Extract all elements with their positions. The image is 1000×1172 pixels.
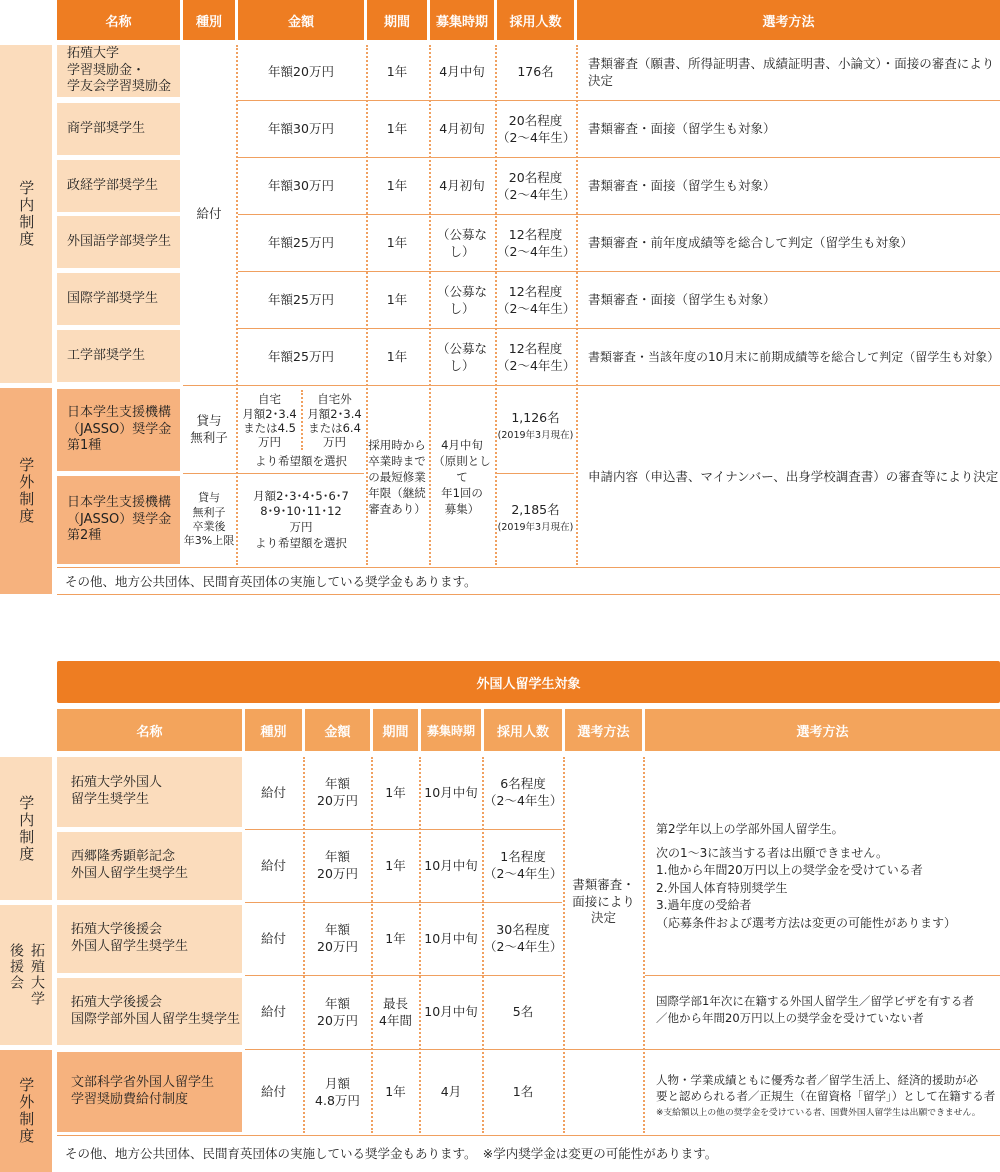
period: 1年	[385, 784, 406, 800]
type-loan: 貸与 無利子	[190, 413, 228, 445]
amount: 年額 20万円	[317, 922, 358, 954]
count: 6名程度 （2〜4年生）	[484, 776, 563, 808]
method: 書類審査・面接（留学生も対象）	[588, 121, 776, 137]
period: 1年	[386, 64, 408, 80]
row-name: 商学部奨学生	[57, 103, 180, 155]
header-time: 募集時期	[421, 709, 481, 751]
header-method: 選考方法	[565, 709, 642, 751]
row-name: 日本学生支援機構 （JASSO）奨学金 第1種	[57, 389, 180, 471]
time: （公募なし）	[436, 283, 487, 316]
row-name: 拓殖大学外国人 留学生奨学生	[57, 757, 242, 827]
row-name: 拓殖大学後援会 国際学部外国人留学生奨学生	[57, 978, 242, 1045]
amount: 年額20万円	[268, 64, 334, 80]
method: 書類審査・面接（留学生も対象）	[588, 292, 776, 308]
jasso-period: 採用時から 卒業時まで の最短修業 年限（継続 審査あり）	[368, 437, 426, 517]
count: 20名程度 （2〜4年生）	[497, 169, 576, 202]
type: 給付	[260, 1084, 286, 1100]
row-name: 文部科学省外国人留学生 学習奨励費給付制度	[57, 1052, 242, 1132]
header-method: 選考方法	[577, 0, 1000, 40]
time: 10月中旬	[424, 857, 478, 873]
header-time: 募集時期	[430, 0, 494, 40]
condition-text: 次の1〜3に該当する者は出願できません。 1.他から年間20万円以上の奨学金を受けている者 2.外国人体育特別奨学生 3.過年度の受給者 （応募条件および選考方法は変更の可能性があります）	[656, 846, 957, 930]
row-name: 日本学生支援機構 （JASSO）奨学金 第2種	[57, 476, 180, 564]
period: 最長 4年間	[379, 995, 412, 1028]
row-name: 拓殖大学後援会 外国人留学生奨学生	[57, 905, 242, 973]
header-period: 期間	[373, 709, 418, 751]
type-loan: 貸与 無利子 卒業後 年3%上限	[183, 491, 235, 548]
header-amount: 金額	[238, 0, 364, 40]
footer-note: その他、地方公共団体、民間育英団体の実施している奨学金もあります。	[65, 574, 477, 589]
type: 給付	[260, 1004, 286, 1020]
type: 給付	[260, 784, 286, 800]
amount: 年額25万円	[268, 349, 334, 365]
count: 30名程度 （2〜4年生）	[484, 922, 563, 954]
time: 4月中旬	[439, 64, 485, 80]
type: 給付	[260, 930, 286, 946]
period: 1年	[386, 292, 408, 308]
amount: 年額25万円	[268, 292, 334, 308]
count: 1,126名	[511, 409, 560, 425]
count: 176名	[517, 64, 554, 80]
period: 1年	[386, 178, 408, 194]
header-method-detail: 選考方法	[645, 709, 1000, 751]
method: 書類審査・当該年度の10月末に前期成績等を総合して判定（留学生も対象）	[588, 350, 1000, 365]
header-amount: 金額	[305, 709, 370, 751]
category-gakugai: 学外制度	[0, 1050, 52, 1172]
header-type: 種別	[183, 0, 235, 40]
amount-home: 自宅 月額2･3.4 または4.5 万円	[242, 392, 297, 450]
amount: 年額30万円	[268, 178, 334, 194]
amount-away: 自宅外 月額2･3.4 または6.4 万円	[307, 392, 362, 450]
period: 1年	[385, 857, 406, 873]
condition-text: 人物・学業成績ともに優秀な者／留学生活上、経済的援助が必 要と認められる者／正規生（在留資格「留学」）として在籍する者	[656, 1073, 996, 1104]
amount: 年額 20万円	[317, 776, 358, 808]
time: 4月初旬	[439, 121, 485, 137]
amount: 月額2･3･4･5･6･7 8･9･10･11･12 万円 より希望額を選択	[253, 488, 349, 550]
row-name: 外国語学部奨学生	[57, 216, 180, 268]
period: 1年	[386, 121, 408, 137]
header-type: 種別	[245, 709, 302, 751]
time: 4月初旬	[439, 178, 485, 194]
amount: 年額30万円	[268, 121, 334, 137]
count: 12名程度 （2〜4年生）	[497, 226, 576, 259]
amount: 年額25万円	[268, 235, 334, 251]
type-kyufu: 給付	[196, 205, 222, 221]
time: 10月中旬	[424, 1004, 478, 1020]
header-name: 名称	[57, 0, 180, 40]
condition-text: 国際学部1年次に在籍する外国人留学生／留学ビザを有する者 ／他から年間20万円以上の奨学金を受けていない者	[656, 994, 974, 1026]
period: 1年	[385, 930, 406, 946]
category-gakunai: 学内制度	[0, 757, 52, 900]
amount: 月額 4.8万円	[315, 1075, 360, 1108]
header-count: 採用人数	[497, 0, 574, 40]
count-note: (2019年3月現在)	[497, 521, 574, 533]
header-period: 期間	[367, 0, 427, 40]
banner-foreign-students: 外国人留学生対象	[57, 661, 1000, 703]
time: 10月中旬	[424, 930, 478, 946]
time: （公募なし）	[436, 340, 487, 373]
header-name: 名称	[57, 709, 242, 751]
method: 書類審査（願書、所得証明書、成績証明書、小論文）・面接の審査により決定	[588, 55, 995, 88]
row-name: 国際学部奨学生	[57, 273, 180, 325]
category-gakunai: 学内制度	[0, 45, 52, 383]
period: 1年	[386, 235, 408, 251]
row-name: 工学部奨学生	[57, 330, 180, 382]
condition-text: 第2学年以上の学部外国人留学生。	[656, 822, 844, 836]
count: 2,185名	[511, 501, 560, 517]
count: 5名	[512, 1004, 534, 1020]
category-gakugai: 学外制度	[0, 388, 52, 594]
count: 20名程度 （2〜4年生）	[497, 112, 576, 145]
time: （公募なし）	[436, 226, 487, 259]
jasso-time: 4月中旬 （原則として 年1回の 募集）	[433, 437, 491, 517]
count: 1名	[512, 1084, 534, 1100]
period: 1年	[385, 1084, 406, 1100]
row-name: 政経学部奨学生	[57, 160, 180, 212]
category-koenkai: 拓殖大学 後援会	[0, 905, 52, 1045]
amount: 年額 20万円	[317, 995, 358, 1028]
time: 10月中旬	[424, 784, 478, 800]
condition-note: ※支給額以上の他の奨学金を受けている者、国費外国人留学生は出願できません。	[656, 1108, 981, 1118]
method: 書類審査・面接（留学生も対象）	[588, 178, 776, 194]
count: 12名程度 （2〜4年生）	[497, 283, 576, 316]
method-common: 書類審査・ 面接により 決定	[572, 876, 635, 926]
jasso-method: 申請内容（申込書、マイナンバー、出身学校調査書）の審査等により決定	[588, 468, 999, 484]
header-count: 採用人数	[484, 709, 562, 751]
count: 12名程度 （2〜4年生）	[497, 340, 576, 373]
row-name: 西郷隆秀顕彰記念 外国人留学生奨学生	[57, 832, 242, 900]
time: 4月	[440, 1084, 462, 1100]
type: 給付	[260, 857, 286, 873]
amount: 年額 20万円	[317, 849, 358, 881]
period: 1年	[386, 349, 408, 365]
footer-note: その他、地方公共団体、民間育英団体の実施している奨学金もあります。 ※学内奨学金は変更の可能性があります。	[65, 1146, 718, 1161]
count: 1名程度 （2〜4年生）	[484, 849, 563, 881]
row-name: 拓殖大学 学習奨励金・ 学友会学習奨励金	[57, 45, 180, 97]
count-note: (2019年3月現在)	[497, 429, 574, 441]
method: 書類審査・前年度成績等を総合して判定（留学生も対象）	[588, 235, 914, 251]
amount-note: より希望額を選択	[255, 454, 347, 469]
